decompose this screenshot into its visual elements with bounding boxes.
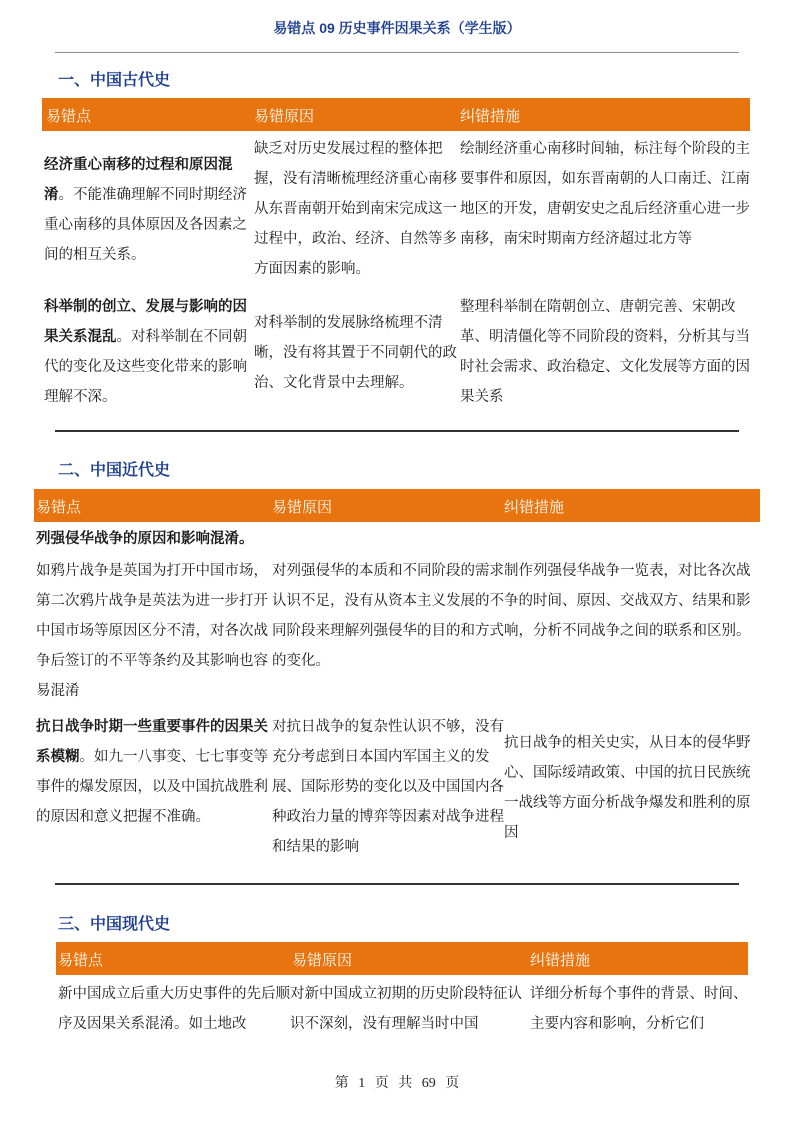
table-cell-reason: 对科举制的发展脉络梳理不清晰，没有将其置于不同朝代的政治、文化背景中去理解。 [254, 315, 457, 391]
section-divider [55, 883, 739, 885]
table-cell-measure: 抗日战争的相关史实，从日本的侵华野心、国际绥靖政策、中国的抗日民族统一战线等方面分析战争爆发和胜利的原因 [504, 735, 751, 841]
table-cell-measure: 整理科举制在隋朝创立、唐朝完善、宋朝改革、明清僵化等不同阶段的资料，分析其与当时社会需求、政治稳定、文化发展等方面的因果关系 [460, 299, 750, 405]
column-header-reason: 易错原因 [254, 108, 315, 125]
section-title-modern: 二、中国近代史 [58, 462, 171, 479]
table-cell-point: 抗日战争时期一些重要事件的因果关系模糊。如九一八事变、七七事变等事件的爆发原因，以及中国抗战胜利的原因和意义把握不准确。 [36, 719, 268, 825]
table-cell-measure: 详细分析每个事件的背景、时间、主要内容和影响，分析它们 [530, 986, 748, 1032]
table-cell-point: 经济重心南移的过程和原因混淆。不能准确理解不同时期经济重心南移的具体原因及各因素之间的相互关系。 [44, 157, 247, 263]
table-cell-point: 新中国成立后重大历史事件的先后顺序及因果关系混淆。如土地改 [58, 986, 290, 1032]
table-cell-measure: 制作列强侵华战争一览表，对比各次战争的时间、原因、交战双方、结果和影响，分析不同战争之间的联系和区别。 [504, 563, 751, 639]
section-title-contemporary: 三、中国现代史 [58, 916, 171, 933]
column-header-measure: 纠错措施 [504, 499, 565, 516]
table-header-contemporary [56, 942, 748, 975]
row-heading: 列强侵华战争的原因和影响混淆。 [36, 531, 254, 547]
table-header-ancient [42, 98, 750, 131]
section-title-ancient: 一、中国古代史 [58, 72, 171, 89]
table-cell-reason: 对列强侵华的本质和不同阶段的需求认识不足，没有从资本主义发展的不同阶段来理解列强侵华的目的和方式的变化。 [272, 563, 504, 669]
table-cell-point: 如鸦片战争是英国为打开中国市场，第二次鸦片战争是英法为进一步打开中国市场等原因区分不清，对各次战争后签订的不平等条约及其影响也容易混淆 [36, 563, 268, 699]
table-cell-reason: 缺乏对历史发展过程的整体把握，没有清晰梳理经济重心南移从东晋南朝开始到南宋完成这一过程中，政治、经济、自然等多方面因素的影响。 [254, 141, 457, 277]
column-header-measure: 纠错措施 [530, 952, 591, 969]
table-cell-point: 科举制的创立、发展与影响的因果关系混乱。对科举制在不同朝代的变化及这些变化带来的影响理解不深。 [44, 299, 247, 405]
section-divider [55, 430, 739, 432]
column-header-point: 易错点 [36, 499, 82, 516]
column-header-point: 易错点 [58, 952, 104, 969]
column-header-reason: 易错原因 [292, 952, 353, 969]
column-header-measure: 纠错措施 [460, 108, 521, 125]
table-cell-reason: 对抗日战争的复杂性认识不够，没有充分考虑到日本国内军国主义的发展、国际形势的变化以及中国国内各种政治力量的博弈等因素对战争进程和结果的影响 [272, 719, 504, 855]
page-number: 第 1 页 共 69 页 [334, 1076, 460, 1091]
table-cell-measure: 绘制经济重心南移时间轴，标注每个阶段的主要事件和原因，如东晋南朝的人口南迁、江南地区的开发，唐朝安史之乱后经济重心进一步南移，南宋时期南方经济超过北方等 [460, 141, 750, 247]
table-header-modern [34, 489, 760, 522]
header-divider [55, 52, 739, 53]
column-header-point: 易错点 [46, 108, 92, 125]
table-cell-reason: 对新中国成立初期的历史阶段特征认识不深刻，没有理解当时中国 [290, 986, 522, 1032]
document-header: 易错点 09 历史事件因果关系（学生版） [273, 20, 521, 36]
column-header-reason: 易错原因 [272, 499, 333, 516]
